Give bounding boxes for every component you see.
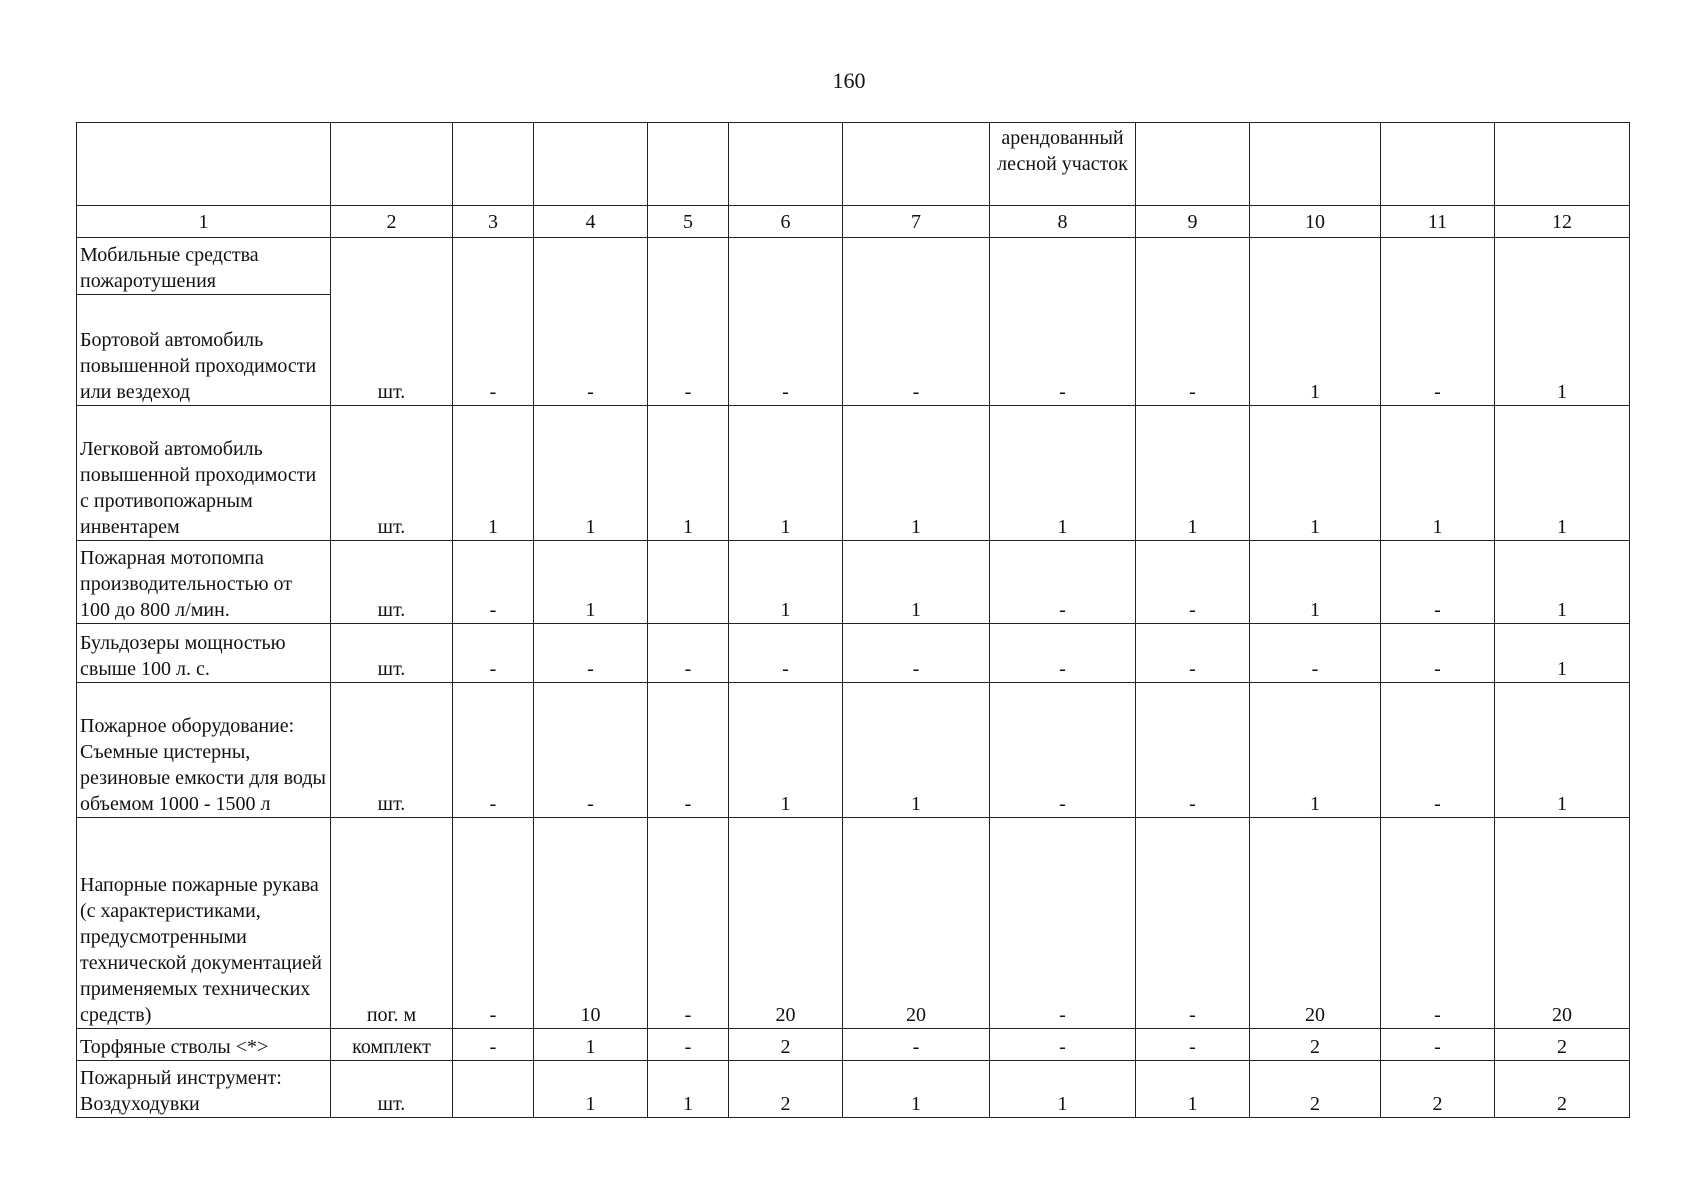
value-cell: 1 <box>843 683 990 818</box>
value-cell: - <box>843 624 990 683</box>
value-cell <box>453 1061 534 1118</box>
column-number: 5 <box>648 206 729 238</box>
value-cell: 1 <box>1381 406 1495 541</box>
header-cell <box>77 123 331 206</box>
value-cell: - <box>453 818 534 1029</box>
value-cell: 20 <box>843 818 990 1029</box>
table-header-row <box>77 123 1630 206</box>
value-cell: - <box>1381 541 1495 624</box>
value-cell: - <box>1250 624 1381 683</box>
value-cell: 1 <box>990 1061 1136 1118</box>
value-cell: - <box>1136 541 1250 624</box>
unit-cell: пог. м <box>331 818 453 1029</box>
value-cell: 2 <box>1250 1061 1381 1118</box>
column-number: 3 <box>453 206 534 238</box>
value-cell: 1 <box>648 406 729 541</box>
column-number: 6 <box>729 206 843 238</box>
value-cell: 1 <box>534 1061 648 1118</box>
value-cell: 20 <box>1495 818 1630 1029</box>
value-cell: 1 <box>534 406 648 541</box>
value-cell: 1 <box>1495 541 1630 624</box>
value-cell: 20 <box>1250 818 1381 1029</box>
page-number: 160 <box>832 68 866 93</box>
value-cell: - <box>534 238 648 406</box>
value-cell: - <box>990 1029 1136 1061</box>
value-cell: 2 <box>729 1029 843 1061</box>
value-cell: - <box>453 238 534 406</box>
value-cell: 1 <box>1250 541 1381 624</box>
header-cell <box>1136 123 1250 206</box>
unit-cell: шт. <box>331 406 453 541</box>
value-cell: - <box>1136 238 1250 406</box>
value-cell: - <box>453 541 534 624</box>
value-cell: 1 <box>534 541 648 624</box>
column-number: 9 <box>1136 206 1250 238</box>
value-cell: 20 <box>729 818 843 1029</box>
value-cell: 1 <box>534 1029 648 1061</box>
table-row <box>77 1061 1630 1118</box>
column-number: 2 <box>331 206 453 238</box>
row-name: Торфяные стволы <*> <box>77 1029 331 1061</box>
row-name: Бортовой автомобиль повышенной проходимости или вездеход <box>77 295 331 406</box>
value-cell: - <box>453 1029 534 1061</box>
value-cell: 1 <box>729 406 843 541</box>
unit-cell: шт. <box>331 683 453 818</box>
value-cell: 1 <box>1136 406 1250 541</box>
value-cell: - <box>1381 818 1495 1029</box>
table-row <box>77 624 1630 683</box>
value-cell: 1 <box>648 1061 729 1118</box>
value-cell: - <box>648 238 729 406</box>
table-row <box>77 541 1630 624</box>
value-cell: - <box>843 1029 990 1061</box>
unit-cell: комплект <box>331 1029 453 1061</box>
table-row-group <box>77 238 1630 295</box>
value-cell <box>648 541 729 624</box>
header-cell <box>534 123 648 206</box>
value-cell: - <box>534 683 648 818</box>
unit-cell: шт. <box>331 1061 453 1118</box>
unit-cell: шт. <box>331 624 453 683</box>
value-cell: 1 <box>453 406 534 541</box>
value-cell: - <box>1381 238 1495 406</box>
row-name: Бульдозеры мощностью свыше 100 л. с. <box>77 624 331 683</box>
header-cell-leased-plot: арендованный лесной участок <box>990 123 1136 206</box>
value-cell: - <box>1381 1029 1495 1061</box>
value-cell: - <box>990 624 1136 683</box>
column-number-row <box>77 206 1630 238</box>
value-cell: 1 <box>1136 1061 1250 1118</box>
equipment-table <box>76 122 1630 1118</box>
header-cell <box>843 123 990 206</box>
value-cell: - <box>453 624 534 683</box>
value-cell: - <box>648 624 729 683</box>
value-cell: 1 <box>843 1061 990 1118</box>
row-name: Пожарная мотопомпа производительностью от 100 до 800 л/мин. <box>77 541 331 624</box>
table-row <box>77 1029 1630 1061</box>
value-cell: 1 <box>1495 624 1630 683</box>
value-cell: - <box>534 624 648 683</box>
value-cell: - <box>1136 624 1250 683</box>
value-cell: - <box>843 238 990 406</box>
header-cell <box>1495 123 1630 206</box>
header-cell <box>453 123 534 206</box>
row-name: Напорные пожарные рукава (с характеристиками, предусмотренными технической документацией применяемых технических средств) <box>77 818 331 1029</box>
value-cell: - <box>1136 683 1250 818</box>
value-cell: 1 <box>1250 683 1381 818</box>
value-cell: - <box>648 683 729 818</box>
value-cell: 1 <box>1250 406 1381 541</box>
value-cell: - <box>1136 1029 1250 1061</box>
value-cell: 1 <box>1495 406 1630 541</box>
value-cell: 1 <box>843 541 990 624</box>
row-name: Пожарный инструмент: Воздуходувки <box>77 1061 331 1118</box>
column-number: 4 <box>534 206 648 238</box>
value-cell: 1 <box>729 541 843 624</box>
value-cell: - <box>648 1029 729 1061</box>
value-cell: - <box>453 683 534 818</box>
value-cell: 2 <box>1381 1061 1495 1118</box>
value-cell: 1 <box>1495 238 1630 406</box>
value-cell: 1 <box>1250 238 1381 406</box>
value-cell: - <box>990 541 1136 624</box>
table-row <box>77 406 1630 541</box>
unit-cell: шт. <box>331 238 453 406</box>
value-cell: - <box>648 818 729 1029</box>
unit-cell: шт. <box>331 541 453 624</box>
value-cell: - <box>1381 683 1495 818</box>
table-row <box>77 683 1630 818</box>
column-number: 1 <box>77 206 331 238</box>
value-cell: - <box>1381 624 1495 683</box>
header-cell <box>648 123 729 206</box>
value-cell: 1 <box>1495 683 1630 818</box>
value-cell: 2 <box>1250 1029 1381 1061</box>
value-cell: - <box>1136 818 1250 1029</box>
table-row <box>77 818 1630 1029</box>
row-name: Пожарное оборудование: Съемные цистерны, резиновые емкости для воды объемом 1000 - 1500 л <box>77 683 331 818</box>
column-number: 11 <box>1381 206 1495 238</box>
value-cell: - <box>990 683 1136 818</box>
value-cell: - <box>990 238 1136 406</box>
column-number: 7 <box>843 206 990 238</box>
value-cell: 2 <box>729 1061 843 1118</box>
value-cell: - <box>729 238 843 406</box>
value-cell: 10 <box>534 818 648 1029</box>
value-cell: 2 <box>1495 1029 1630 1061</box>
column-number: 12 <box>1495 206 1630 238</box>
value-cell: 1 <box>843 406 990 541</box>
row-name: Легковой автомобиль повышенной проходимости с противопожарным инвентарем <box>77 406 331 541</box>
value-cell: 2 <box>1495 1061 1630 1118</box>
group-label: Мобильные средства пожаротушения <box>77 238 331 295</box>
value-cell: 1 <box>990 406 1136 541</box>
header-cell <box>331 123 453 206</box>
value-cell: 1 <box>729 683 843 818</box>
column-number: 10 <box>1250 206 1381 238</box>
column-number: 8 <box>990 206 1136 238</box>
header-cell <box>1381 123 1495 206</box>
header-cell <box>729 123 843 206</box>
value-cell: - <box>729 624 843 683</box>
header-cell <box>1250 123 1381 206</box>
value-cell: - <box>990 818 1136 1029</box>
